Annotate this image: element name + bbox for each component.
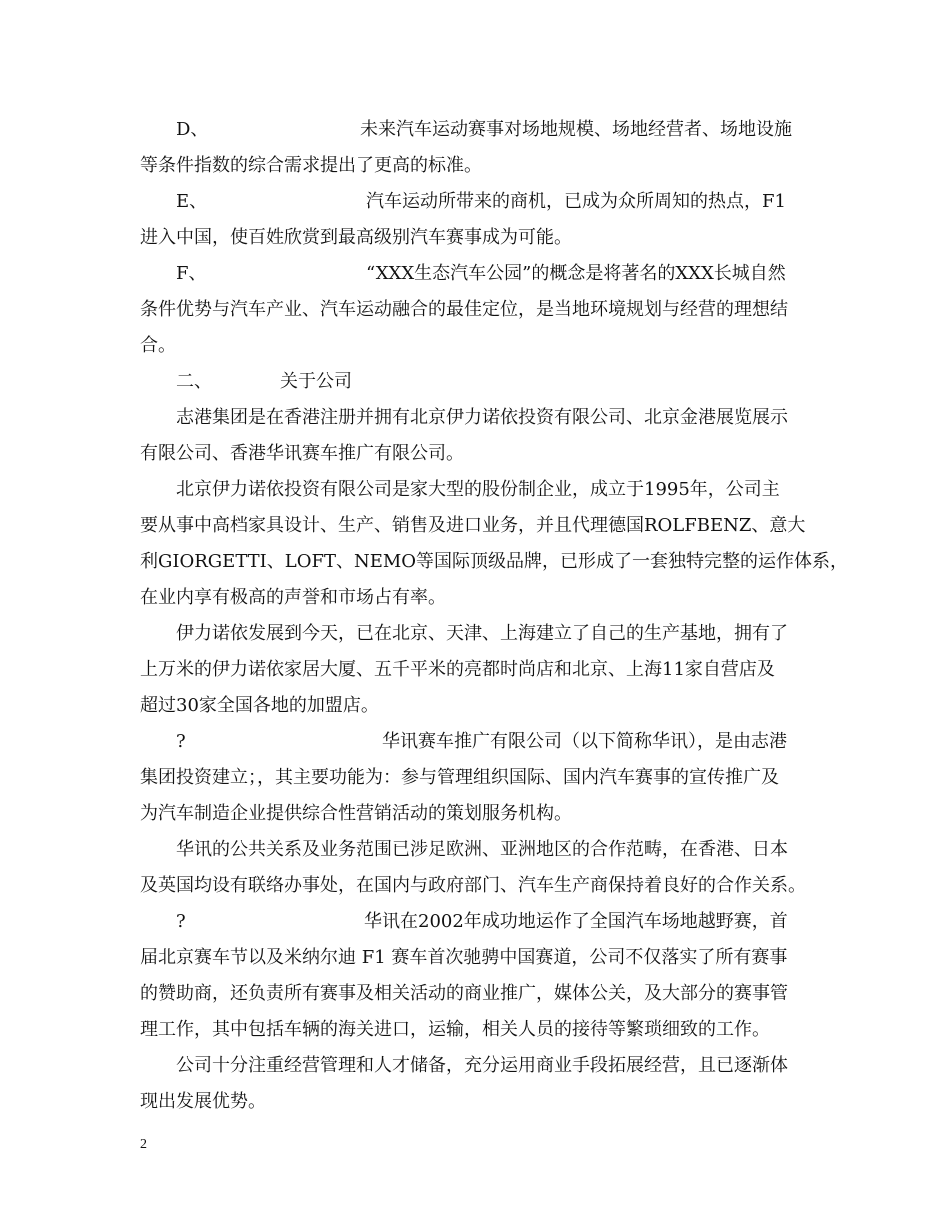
item-e-text-1: 汽车运动所带来的商机，已成为众所周知的热点，F1 [366,191,786,212]
paragraph-3-line-3: 超过30家全国各地的加盟店。 [140,695,379,716]
paragraph-6-line-4: 理工作，其中包括车辆的海关进口，运输，相关人员的接待等繁琐细致的工作。 [140,1019,770,1040]
page-number: 2 [140,1137,147,1152]
paragraph-1-line-2: 有限公司、香港华讯赛车推广有限公司。 [140,443,464,464]
item-d-text-2: 等条件指数的综合需求提出了更高的标准。 [140,155,482,176]
section-heading-text: 关于公司 [280,371,352,392]
paragraph-4-first-line [176,730,856,754]
paragraph-7-line-2: 现出发展优势。 [140,1091,266,1112]
paragraph-4-line-3: 为汽车制造企业提供综合性营销活动的策划服务机构。 [140,803,572,824]
item-d-first-line [176,118,856,142]
paragraph-7-line-1: 公司十分注重经营管理和人才储备，充分运用商业手段拓展经营，且已逐渐体 [176,1055,788,1076]
paragraph-5-line-1: 华讯的公共关系及业务范围已涉足欧洲、亚洲地区的合作范畴，在香港、日本 [176,839,788,860]
paragraph-6-first-line [176,910,856,934]
paragraph-6-line-2: 届北京赛车节以及米纳尔迪 F1 赛车首次驰骋中国赛道，公司不仅落实了所有赛事 [140,947,788,968]
paragraph-2-line-1: 北京伊力诺依投资有限公司是家大型的股份制企业，成立于1995年，公司主 [176,479,780,500]
paragraph-3-line-1: 伊力诺依发展到今天，已在北京、天津、上海建立了自己的生产基地，拥有了 [176,623,788,644]
section-heading [176,370,856,394]
paragraph-4-line-2: 集团投资建立；，其主要功能为：参与管理组织国际、国内汽车赛事的宣传推广及 [140,767,779,788]
item-f-marker: F、 [176,263,207,284]
item-f-text-2: 条件优势与汽车产业、汽车运动融合的最佳定位，是当地环境规划与经营的理想结 [140,299,788,320]
item-e-first-line [176,190,856,214]
item-d-marker: D、 [176,119,209,140]
paragraph-5-line-2: 及英国均设有联络办事处，在国内与政府部门、汽车生产商保持着良好的合作关系。 [140,875,806,896]
item-f-text-3: 合。 [140,335,176,356]
paragraph-4-marker: ? [176,731,186,752]
paragraph-6-line-3: 的赞助商，还负责所有赛事及相关活动的商业推广，媒体公关，及大部分的赛事管 [140,983,788,1004]
paragraph-1-line-1: 志港集团是在香港注册并拥有北京伊力诺依投资有限公司、北京金港展览展示 [176,407,788,428]
paragraph-2-line-2: 要从事中高档家具设计、生产、销售及进口业务，并且代理德国ROLFBENZ、意大 [140,515,806,536]
paragraph-6-marker: ? [176,911,186,932]
paragraph-2-line-3: 利GIORGETTI、LOFT、NEMO等国际顶级品牌，已形成了一套独特完整的运作体系， [140,551,849,572]
paragraph-3-line-2: 上万米的伊力诺依家居大厦、五千平米的亮都时尚店和北京、上海11家自营店及 [140,659,775,680]
item-f-first-line [176,262,856,286]
item-e-marker: E、 [176,191,208,212]
item-d-text-1: 未来汽车运动赛事对场地规模、场地经营者、场地设施 [360,119,792,140]
item-f-text-1: “XXX生态汽车公园”的概念是将著名的XXX长城自然 [366,263,786,284]
paragraph-4-line-1: 华讯赛车推广有限公司（以下简称华讯），是由志港 [382,731,787,752]
section-heading-marker: 二、 [176,371,212,392]
paragraph-6-line-1: 华讯在2002年成功地运作了全国汽车场地越野赛，首 [364,911,788,932]
item-e-text-2: 进入中国，使百姓欣赏到最高级别汽车赛事成为可能。 [140,227,572,248]
paragraph-2-line-4: 在业内享有极高的声誉和市场占有率。 [140,587,446,608]
